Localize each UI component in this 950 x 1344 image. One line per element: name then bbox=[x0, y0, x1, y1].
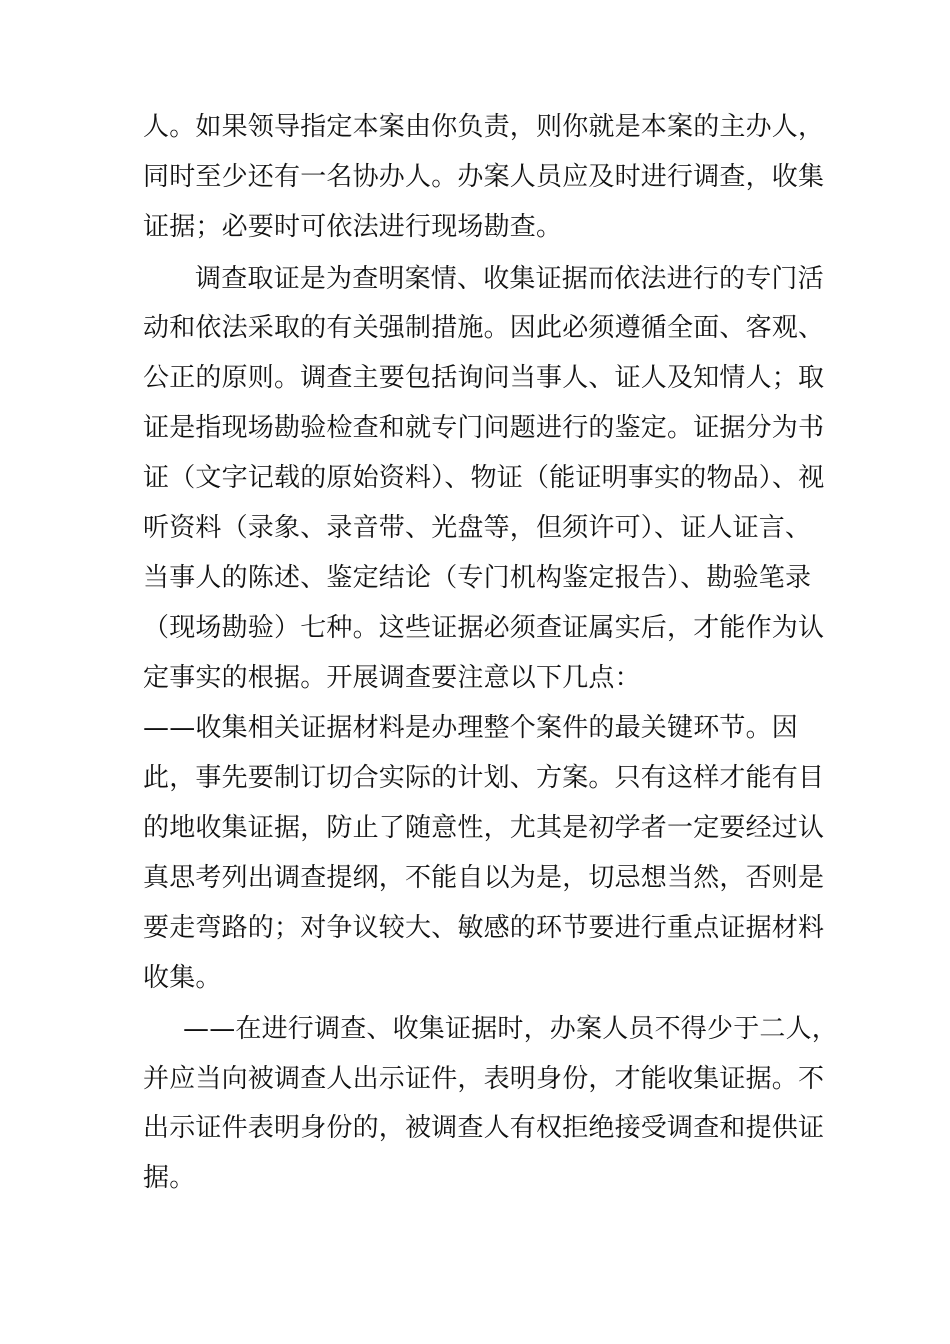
text-line: 此，事先要制订切合实际的计划、方案。只有这样才能有目 bbox=[143, 763, 825, 793]
text-line: 当事人的陈述、鉴定结论（专门机构鉴定报告）、勘验笔录 bbox=[143, 563, 812, 593]
text-line: 证据；必要时可依法进行现场勘查。 bbox=[143, 212, 563, 242]
bullet-line: ——在进行调查、收集证据时，办案人员不得少于二人， bbox=[183, 1014, 839, 1044]
text-line: 收集。 bbox=[143, 963, 222, 993]
text-line: 证是指现场勘验检查和就专门问题进行的鉴定。证据分为书 bbox=[143, 413, 825, 443]
text-line: 听资料（录象、录音带、光盘等，但须许可）、证人证言、 bbox=[143, 513, 812, 543]
text-line: 公正的原则。调查主要包括询问当事人、证人及知情人；取 bbox=[143, 363, 825, 393]
text-line: 人。如果领导指定本案由你负责，则你就是本案的主办人， bbox=[143, 112, 825, 142]
text-line: 的地收集证据，防止了随意性，尤其是初学者一定要经过认 bbox=[143, 813, 825, 843]
text-line: （现场勘验）七种。这些证据必须查证属实后，才能作为认 bbox=[143, 613, 825, 643]
text-line: 出示证件表明身份的，被调查人有权拒绝接受调查和提供证 bbox=[143, 1113, 825, 1143]
text-line: 真思考列出调查提纲，不能自以为是，切忌想当然，否则是 bbox=[143, 863, 825, 893]
text-line: 据。 bbox=[143, 1163, 196, 1193]
bullet-line: ——收集相关证据材料是办理整个案件的最关键环节。因 bbox=[143, 713, 799, 743]
text-line: 同时至少还有一名协办人。办案人员应及时进行调查，收集 bbox=[143, 162, 825, 192]
text-line: 动和依法采取的有关强制措施。因此必须遵循全面、客观、 bbox=[143, 313, 825, 343]
text-line: 并应当向被调查人出示证件，表明身份，才能收集证据。不 bbox=[143, 1064, 825, 1094]
text-line: 证（文字记载的原始资料）、物证（能证明事实的物品）、视 bbox=[143, 463, 825, 493]
paragraph-first-line: 调查取证是为查明案情、收集证据而依法进行的专门活 bbox=[195, 264, 824, 294]
text-line: 定事实的根据。开展调查要注意以下几点： bbox=[143, 663, 641, 693]
text-line: 要走弯路的；对争议较大、敏感的环节要进行重点证据材料 bbox=[143, 913, 825, 943]
